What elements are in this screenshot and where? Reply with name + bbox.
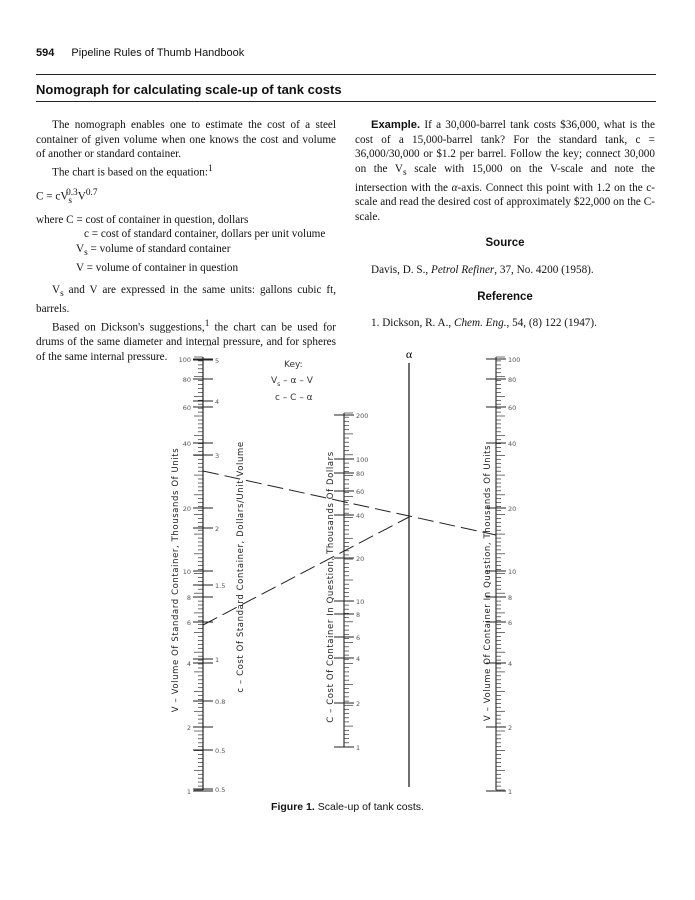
tick-label: 100 xyxy=(508,356,521,364)
tick-label: 2 xyxy=(508,724,513,732)
tick-label: 60 xyxy=(356,488,365,496)
definition-Vs: $V_s$ = volume of standard container xyxy=(76,242,231,259)
tick-label: 1 xyxy=(508,788,513,796)
tick-label: 2 xyxy=(215,525,220,533)
tick-label: 80 xyxy=(182,376,191,384)
tick-label: 80 xyxy=(356,470,365,478)
reference-heading: Reference xyxy=(477,290,533,303)
running-header xyxy=(36,47,244,59)
source-citation: Davis, D. S., Petrol Refiner, 37, No. 4200 (1958). xyxy=(371,263,594,276)
axis-title-c: c – Cost Of Standard Container, Dollars/Unit Volume xyxy=(236,441,246,693)
tick-label: 60 xyxy=(182,404,191,412)
tick-label: 6 xyxy=(186,619,191,627)
example-paragraph: Example. If a 30,000-barrel tank costs $36,000, what is the cost of a 15,000-barrel tank? For the standard tank, c = 36,000/30,000 or $1.2 per barrel. Follow the key; connect 30,000 on the $V_s$ scale with 15,000 on the V-scale and note the intersection with the α-axis. Connect this point with 1.2 on the c-scale and read the desired cost of approximately $22,000 on the C-scale. xyxy=(355,119,656,223)
tick-label: 60 xyxy=(508,404,517,412)
tick-label: 40 xyxy=(182,440,191,448)
book-title: Pipeline Rules of Thumb Handbook xyxy=(71,47,245,59)
tick-label: 0.8 xyxy=(215,698,226,706)
left-column xyxy=(36,118,336,364)
axis-title-bigc: C – Cost Of Container In Question, Thousands Of Dollars xyxy=(326,451,336,723)
equation-intro: The chart is based on the equation:$^1$ xyxy=(52,163,213,179)
tick-label: 80 xyxy=(508,376,517,384)
tick-label: 4 xyxy=(508,660,513,668)
key-title: Key: xyxy=(284,360,303,370)
tick-label: 10 xyxy=(182,568,191,576)
alpha-label: α xyxy=(405,347,413,361)
tick-label: 0.5 xyxy=(215,747,226,755)
intro-paragraph: The nomograph enables one to estimate the cost of a steel container of given volume when one knows the cost and volume of another or standard container. xyxy=(36,119,336,161)
tick-label: 6 xyxy=(508,619,513,627)
key-line-1: $V_s$ – α – V xyxy=(271,376,313,388)
tick-label: 0.5 xyxy=(215,786,226,794)
definition-c: c = cost of standard container, dollars per unit volume xyxy=(84,228,326,241)
header-rule xyxy=(36,74,656,75)
key-legend xyxy=(271,360,314,403)
tick-label: 8 xyxy=(508,594,513,602)
page-number: 594 xyxy=(36,47,55,59)
definition-V: V = volume of container in question xyxy=(76,261,239,274)
tick-label: 100 xyxy=(356,456,369,464)
units-paragraph: $V_s$ and V are expressed in the same units: gallons cubic ft, barrels. xyxy=(36,284,336,316)
right-column xyxy=(355,118,655,331)
tick-label: 5 xyxy=(215,357,220,365)
title-rule xyxy=(36,101,656,102)
tick-label: 8 xyxy=(356,611,361,619)
tick-label: 1.5 xyxy=(215,582,226,590)
tick-label: 10 xyxy=(356,598,365,606)
figure-caption: Figure 1. Scale-up of tank costs. xyxy=(271,801,424,813)
definition-C: where C = cost of container in question, dollars xyxy=(36,213,249,226)
tick-label: 40 xyxy=(508,440,517,448)
tick-label: 4 xyxy=(356,655,361,663)
nomograph-figure xyxy=(0,345,695,805)
dickson-paragraph: Based on Dickson's suggestions,$^1$ the chart can be used for drums of the same diameter and internal pressure, and for spheres of the same internal pressure. xyxy=(36,318,336,363)
axis-title-vs: V – Volume Of Standard Container, Thousands Of Units xyxy=(171,447,181,713)
scale-volume-standard xyxy=(179,356,213,796)
tick-label: 2 xyxy=(356,700,361,708)
example-line-vs-to-v xyxy=(203,471,496,535)
tick-label: 8 xyxy=(186,594,191,602)
tick-label: 3 xyxy=(215,452,220,460)
section-title: Nomograph for calculating scale-up of tank costs xyxy=(36,82,342,97)
axis-title-v: V – Volume Of Container In Question, Thousands Of Units xyxy=(483,444,493,722)
tick-label: 4 xyxy=(186,660,191,668)
tick-label: 40 xyxy=(356,512,365,520)
variable-definitions xyxy=(36,213,336,276)
tick-label: 2 xyxy=(186,724,191,732)
example-line-c-to-alpha xyxy=(203,517,409,625)
tick-label: 6 xyxy=(356,634,361,642)
tick-label: 4 xyxy=(215,398,220,406)
scale-cost-question xyxy=(334,412,368,752)
tick-label: 10 xyxy=(508,568,517,576)
tick-label: 1 xyxy=(215,656,220,664)
tick-label: 1 xyxy=(356,744,361,752)
equation: $C = cV_s^{0.3}V^{0.7}$ xyxy=(36,188,98,207)
tick-label: 1 xyxy=(186,788,191,796)
tick-label: 20 xyxy=(356,555,365,563)
tick-label: 200 xyxy=(356,412,369,420)
tick-label: 20 xyxy=(508,505,517,513)
key-line-2: c – C – α xyxy=(275,393,313,403)
reference-citation: 1. Dickson, R. A., Chem. Eng., 54, (8) 122 (1947). xyxy=(371,317,597,330)
tick-label: 100 xyxy=(178,356,191,364)
tick-label: 20 xyxy=(182,505,191,513)
source-heading: Source xyxy=(485,237,525,250)
